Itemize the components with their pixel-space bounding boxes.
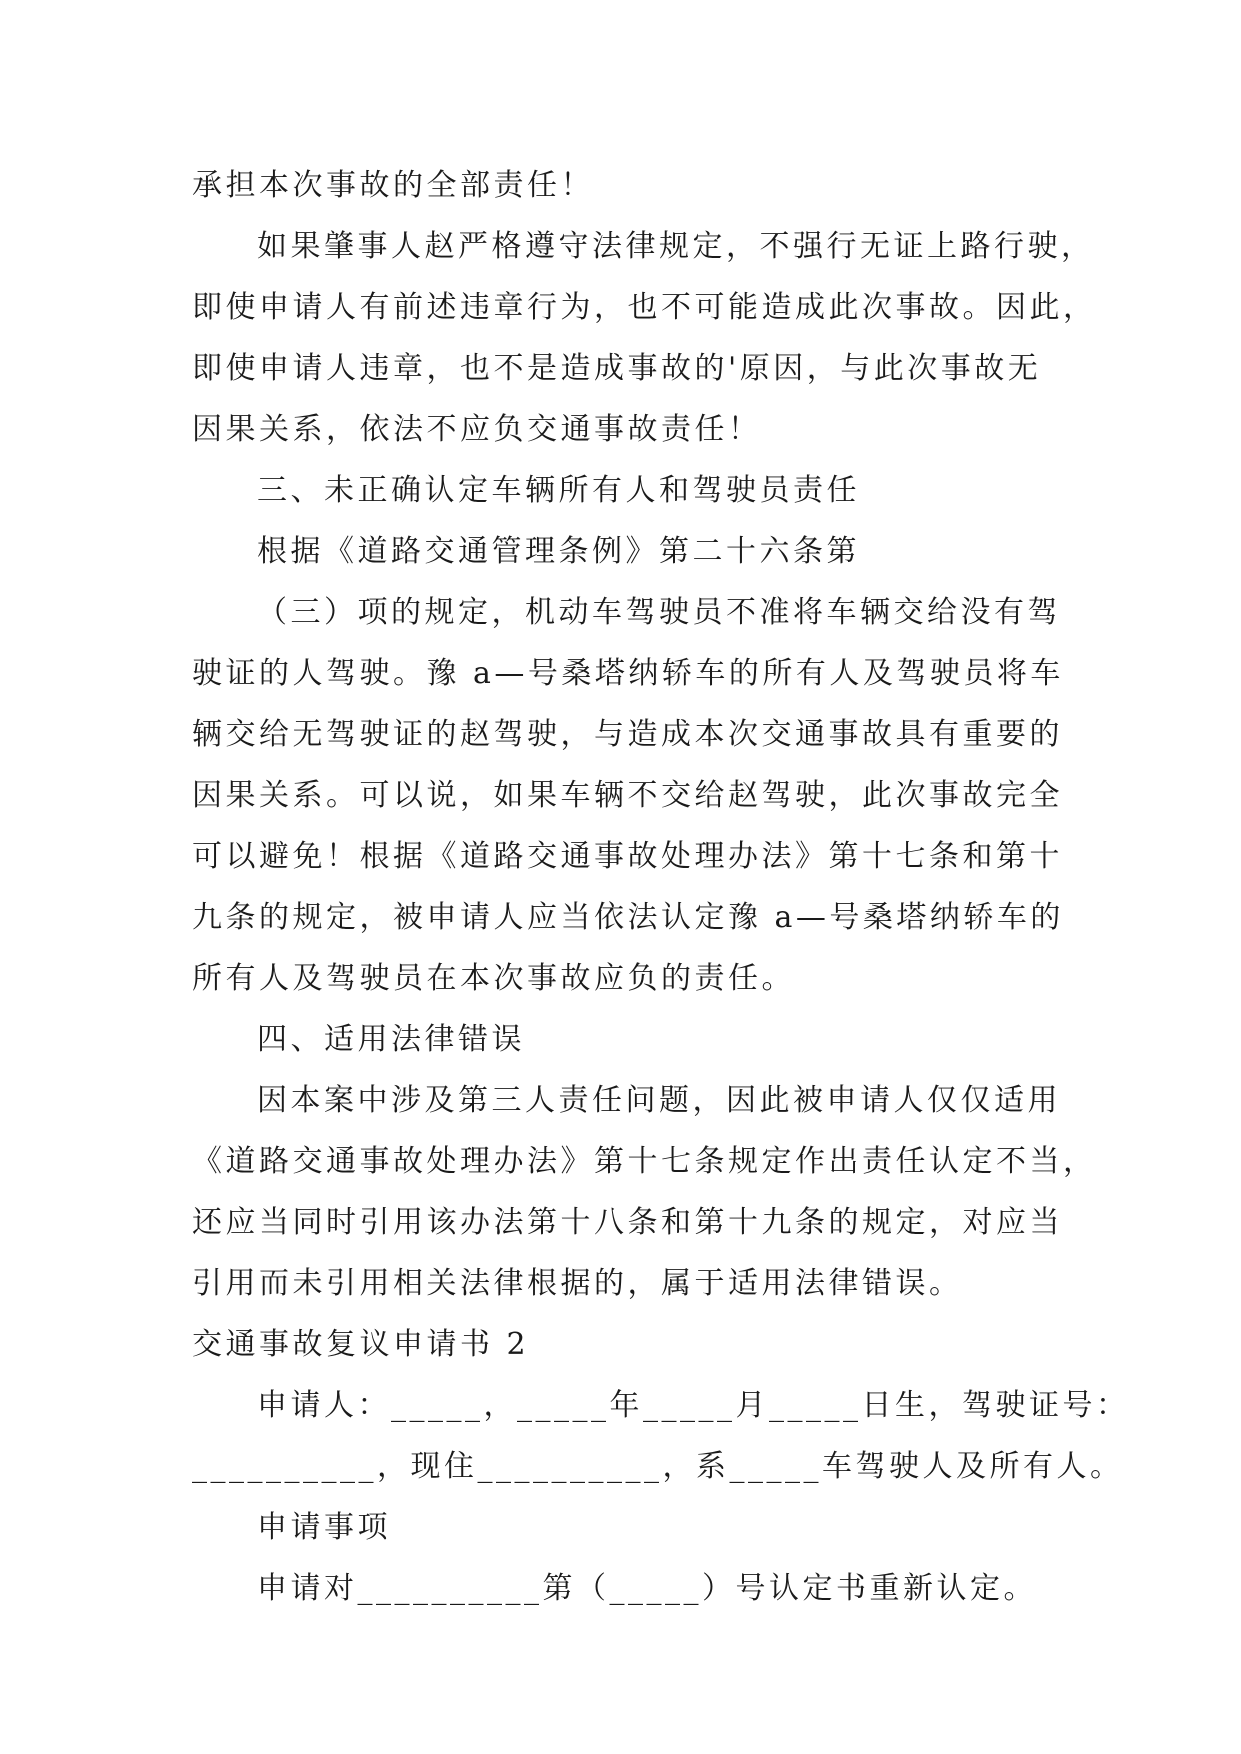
body-line-2: 如果肇事人赵严格遵守法律规定，不强行无证上路行驶， [257,229,1095,264]
body-line-18: 还应当同时引用该办法第十八条和第十九条的规定，对应当 [192,1205,1063,1240]
body-line-17: 《道路交通事故处理办法》第十七条规定作出责任认定不当， [192,1144,1097,1179]
body-line-5: 因果关系，依法不应负交通事故责任！ [192,412,762,447]
body-line-14: 所有人及驾驶员在本次事故应负的责任。 [192,961,795,996]
body-line-8: （三）项的规定，机动车驾驶员不准将车辆交给没有驾 [257,595,1061,630]
document-body [192,155,1130,1619]
body-line-9: 驶证的人驾驶。豫 a—号桑塔纳轿车的所有人及驾驶员将车 [192,656,1064,691]
application-item-line: 申请对__________第（_____）号认定书重新认定。 [257,1571,1037,1606]
application-items-heading: 申请事项 [257,1510,391,1545]
body-line-3: 即使申请人有前述违章行为，也不可能造成此次事故。因此， [192,290,1097,325]
body-line-11: 因果关系。可以说，如果车辆不交给赵驾驶，此次事故完全 [192,778,1063,813]
body-line-7: 根据《道路交通管理条例》第二十六条第 [257,534,860,569]
body-line-10: 辆交给无驾驶证的赵驾驶，与造成本次交通事故具有重要的 [192,717,1063,752]
body-line-1: 承担本次事故的全部责任！ [192,168,594,203]
applicant-line-1: 申请人：_____，_____年_____月_____日生，驾驶证号： [257,1388,1130,1423]
body-line-4: 即使申请人违章，也不是造成事故的'原因，与此次事故无 [192,351,1042,386]
body-line-13: 九条的规定，被申请人应当依法认定豫 a—号桑塔纳轿车的 [192,900,1064,935]
body-line-19: 引用而未引用相关法律根据的，属于适用法律错误。 [192,1266,963,1301]
body-line-12: 可以避免！根据《道路交通事故处理办法》第十七条和第十 [192,839,1063,874]
document-title-2: 交通事故复议申请书 2 [192,1327,530,1362]
section-heading-4: 四、适用法律错误 [257,1022,525,1057]
applicant-line-2: __________，现住__________，系_____车驾驶人及所有人。 [192,1449,1124,1484]
body-line-16: 因本案中涉及第三人责任问题，因此被申请人仅仅适用 [257,1083,1061,1118]
section-heading-3: 三、未正确认定车辆所有人和驾驶员责任 [257,473,860,508]
